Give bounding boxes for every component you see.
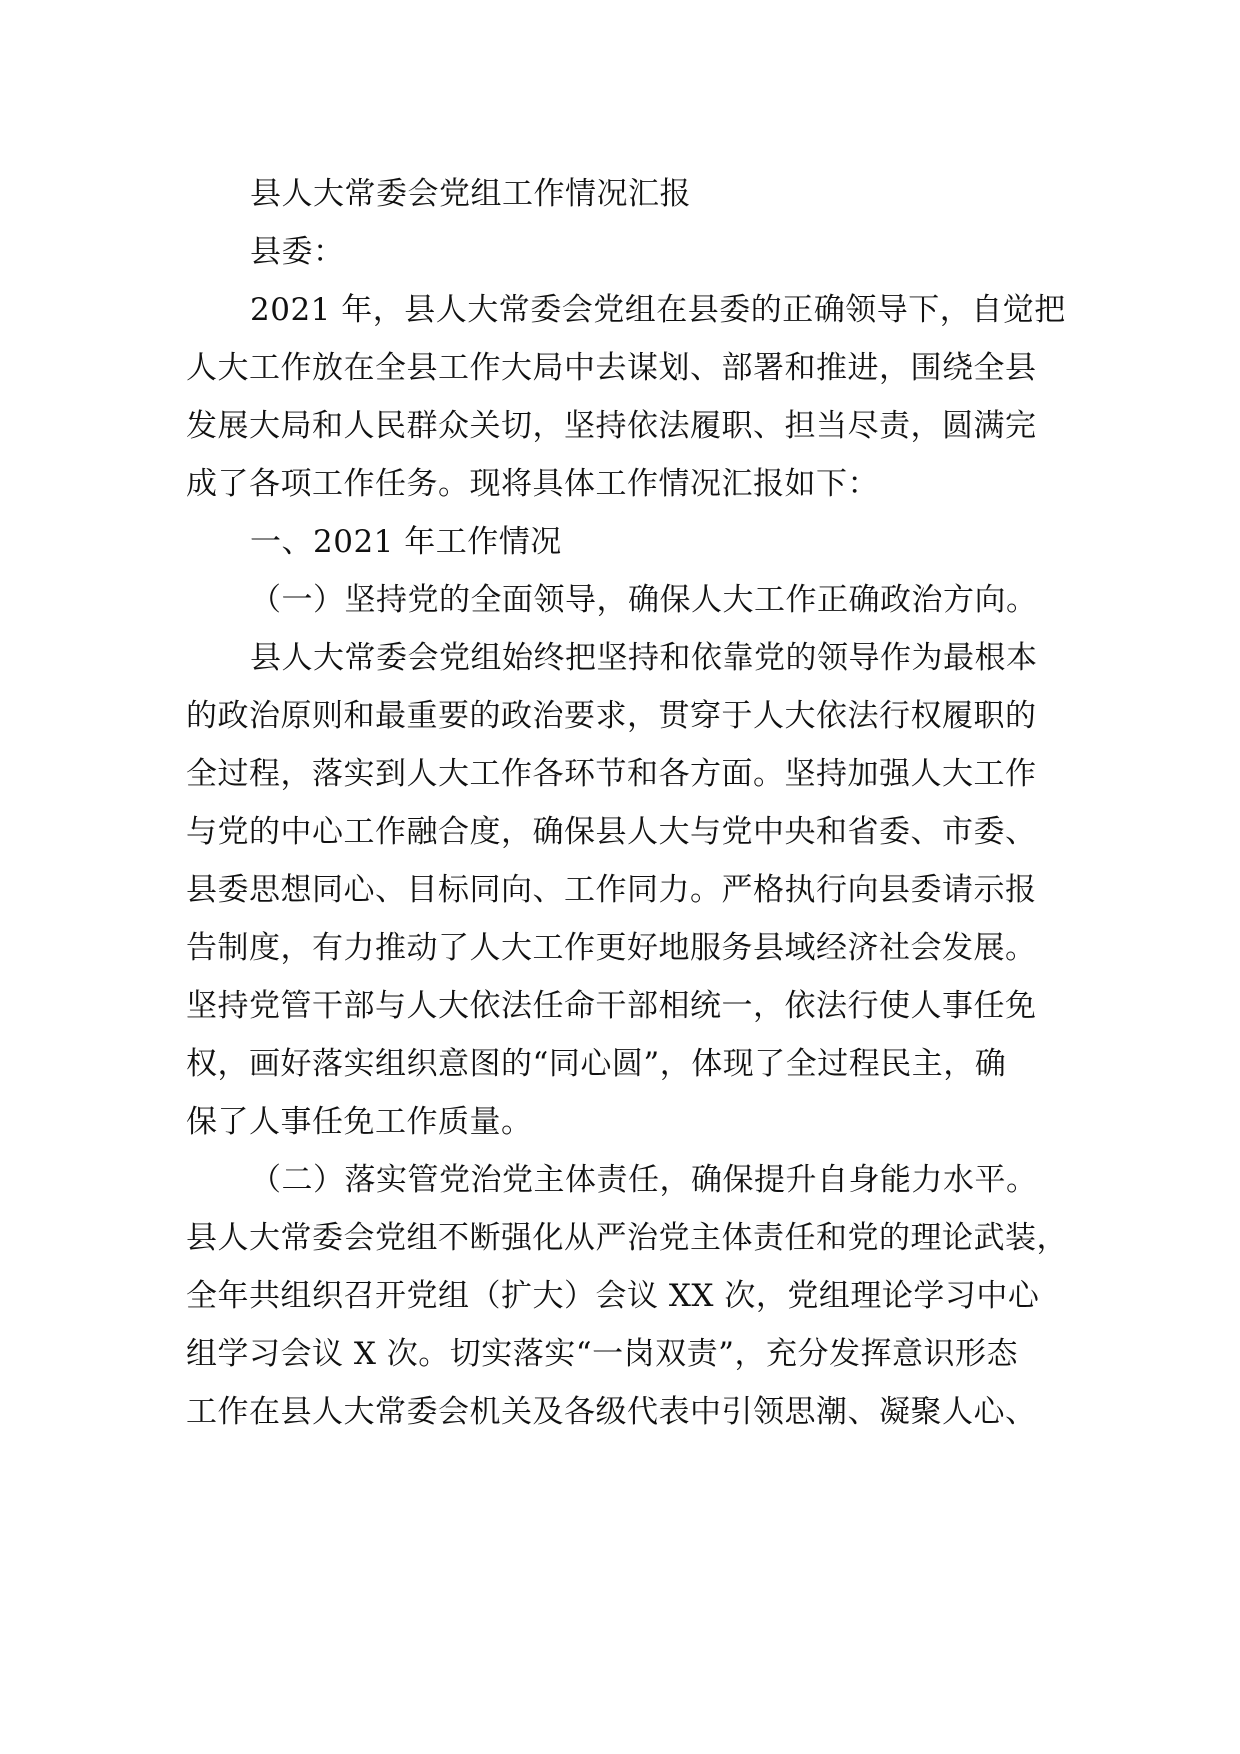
document-title: 县人大常委会党组工作情况汇报: [250, 176, 691, 212]
text-line: 告制度，有力推动了人大工作更好地服务县域经济社会发展。: [186, 930, 1037, 966]
text-line: 权，画好落实组织意图的“同心圆”，体现了全过程民主，确: [186, 1046, 1007, 1082]
text-line: 成了各项工作任务。现将具体工作情况汇报如下：: [186, 466, 879, 502]
text-line: 县委思想同心、目标同向、工作同力。严格执行向县委请示报: [186, 872, 1037, 908]
text-line: 全年共组织召开党组（扩大）会议 XX 次，党组理论学习中心: [186, 1278, 1040, 1314]
text-line: 人大工作放在全县工作大局中去谋划、部署和推进，围绕全县: [186, 350, 1037, 386]
subsection-heading: （二）落实管党治党主体责任，确保提升自身能力水平。: [250, 1162, 1038, 1198]
text-line: 组学习会议 X 次。切实落实“一岗双责”，充分发挥意识形态: [186, 1336, 1018, 1372]
text-line: 县人大常委会党组不断强化从严治党主体责任和党的理论武装，: [186, 1220, 1068, 1256]
salutation: 县委：: [250, 234, 345, 270]
text-line: 坚持党管干部与人大依法任命干部相统一，依法行使人事任免: [186, 988, 1037, 1024]
text-line: 县人大常委会党组始终把坚持和依靠党的领导作为最根本: [250, 640, 1038, 676]
text-line: 全过程，落实到人大工作各环节和各方面。坚持加强人大工作: [186, 756, 1037, 792]
text-line: 保了人事任免工作质量。: [186, 1104, 533, 1140]
section-heading: 一、2021 年工作情况: [250, 524, 562, 560]
subsection-heading: （一）坚持党的全面领导，确保人大工作正确政治方向。: [250, 582, 1038, 618]
text-line: 与党的中心工作融合度，确保县人大与党中央和省委、市委、: [186, 814, 1037, 850]
text-line: 工作在县人大常委会机关及各级代表中引领思潮、凝聚人心、: [186, 1394, 1037, 1430]
text-line: 的政治原则和最重要的政治要求，贯穿于人大依法行权履职的: [186, 698, 1037, 734]
text-line: 2021 年，县人大常委会党组在县委的正确领导下，自觉把: [250, 292, 1066, 328]
text-line: 发展大局和人民群众关切，坚持依法履职、担当尽责，圆满完: [186, 408, 1037, 444]
